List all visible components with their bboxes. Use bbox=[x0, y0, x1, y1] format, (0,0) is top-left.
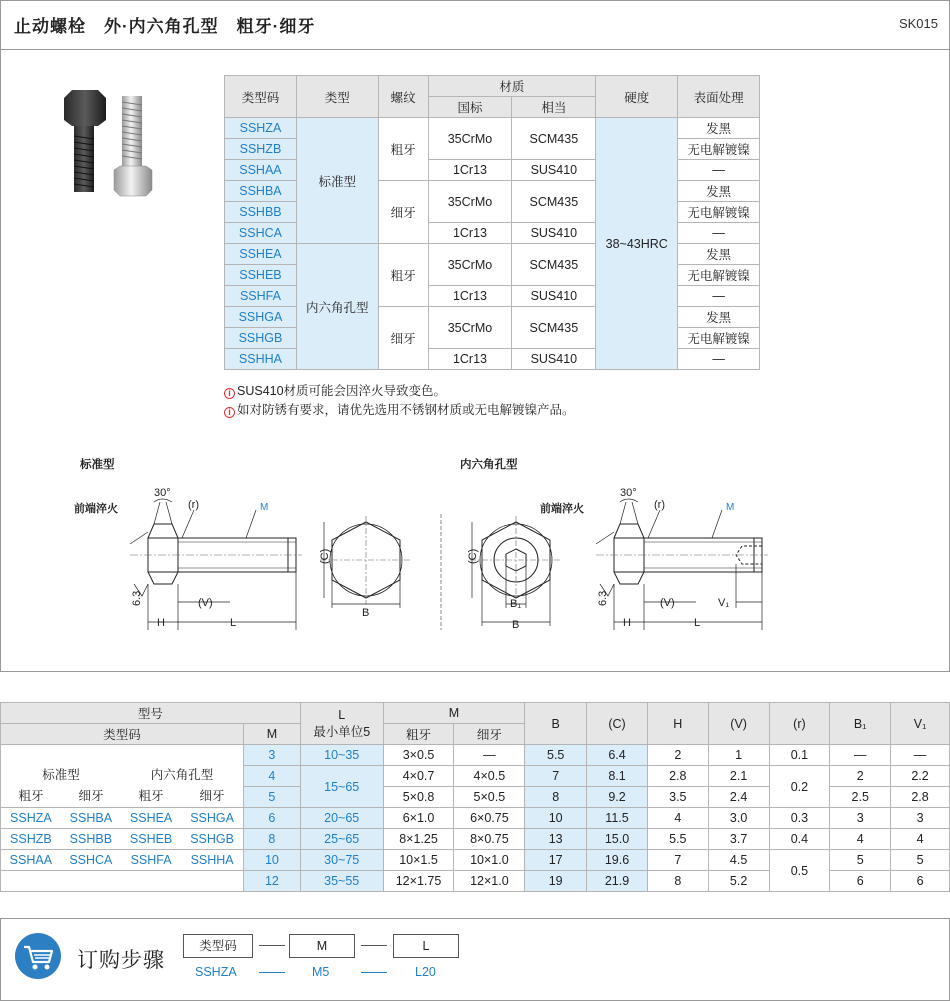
code-cell[interactable]: SSHAA bbox=[1, 850, 61, 871]
angle-label: 30° bbox=[154, 487, 171, 499]
c-cell: 11.5 bbox=[587, 808, 648, 829]
v1-cell: 2.8 bbox=[891, 787, 950, 808]
v-label: (V) bbox=[198, 597, 213, 609]
code-cell[interactable]: SSHGA bbox=[181, 808, 243, 829]
info-icon: i bbox=[224, 407, 235, 418]
coarse-cell: 4×0.7 bbox=[383, 766, 454, 787]
m-cell[interactable]: 3 bbox=[244, 745, 301, 766]
code-cell[interactable]: SSHHA bbox=[181, 850, 243, 871]
standard-side-drawing bbox=[70, 480, 310, 640]
material-std-cell: 35CrMo bbox=[428, 181, 512, 223]
b1-cell: 4 bbox=[830, 829, 891, 850]
material-eq-cell: SUS410 bbox=[512, 223, 596, 244]
th-b: B bbox=[525, 703, 587, 745]
h-cell: 2 bbox=[647, 745, 708, 766]
type-code-cell[interactable]: SSHZB bbox=[225, 139, 297, 160]
m-label: M bbox=[260, 502, 269, 513]
b1-cell: 5 bbox=[830, 850, 891, 871]
c-cell: 19.6 bbox=[587, 850, 648, 871]
h-cell: 4 bbox=[647, 808, 708, 829]
th-c: (C) bbox=[587, 703, 648, 745]
v1-cell: 2.2 bbox=[891, 766, 950, 787]
notes bbox=[224, 382, 575, 420]
l-cell[interactable]: 20~65 bbox=[300, 808, 383, 829]
coarse-cell: 5×0.8 bbox=[383, 787, 454, 808]
roughness-label: 6.3 bbox=[131, 590, 143, 606]
r-cell: 0.2 bbox=[769, 766, 830, 808]
v-cell: 2.1 bbox=[708, 766, 769, 787]
coarse-cell: 6×1.0 bbox=[383, 808, 454, 829]
material-std-cell: 1Cr13 bbox=[428, 160, 512, 181]
type-code-cell[interactable]: SSHCA bbox=[225, 223, 297, 244]
material-eq-cell: SUS410 bbox=[512, 349, 596, 370]
v-cell: 3.7 bbox=[708, 829, 769, 850]
v-cell: 1 bbox=[708, 745, 769, 766]
material-std-cell: 35CrMo bbox=[428, 244, 512, 286]
order-section bbox=[0, 918, 950, 1001]
type-code-cell[interactable]: SSHHA bbox=[225, 349, 297, 370]
type-code-cell[interactable]: SSHFA bbox=[225, 286, 297, 307]
surface-cell: 发黑 bbox=[678, 244, 760, 265]
l-cell[interactable]: 15~65 bbox=[300, 766, 383, 808]
code-cell[interactable]: SSHBA bbox=[61, 808, 121, 829]
b-cell: 19 bbox=[525, 871, 587, 892]
material-std-cell: 35CrMo bbox=[428, 118, 512, 160]
diagram-label-standard: 标准型 bbox=[80, 459, 115, 471]
c-cell: 8.1 bbox=[587, 766, 648, 787]
c-cell: 21.9 bbox=[587, 871, 648, 892]
material-eq-cell: SUS410 bbox=[512, 286, 596, 307]
m-cell[interactable]: 10 bbox=[244, 850, 301, 871]
v-cell: 3.0 bbox=[708, 808, 769, 829]
th-equivalent: 相当 bbox=[512, 97, 596, 118]
th-material: 材质 bbox=[428, 76, 596, 97]
sub-label: 细牙 bbox=[199, 789, 225, 803]
dimension-table bbox=[0, 702, 950, 892]
h-cell: 5.5 bbox=[647, 829, 708, 850]
v1-cell: 3 bbox=[891, 808, 950, 829]
type-code-cell[interactable]: SSHAA bbox=[225, 160, 297, 181]
v1-cell: 4 bbox=[891, 829, 950, 850]
fine-cell: 10×1.0 bbox=[454, 850, 525, 871]
th-r: (r) bbox=[769, 703, 830, 745]
b1-label: B₁ bbox=[510, 598, 522, 610]
order-box-l: L bbox=[393, 934, 459, 958]
v1-cell: 6 bbox=[891, 871, 950, 892]
standard-end-drawing bbox=[316, 512, 426, 622]
th-surface: 表面处理 bbox=[678, 76, 760, 118]
h-cell: 8 bbox=[647, 871, 708, 892]
note-item: i SUS410材质可能会因淬火导致变色。 bbox=[224, 382, 575, 401]
surface-cell: — bbox=[678, 349, 760, 370]
material-eq-cell: SUS410 bbox=[512, 160, 596, 181]
surface-cell: — bbox=[678, 223, 760, 244]
diagram-label-hex: 内六角孔型 bbox=[460, 459, 518, 471]
code-cell[interactable]: SSHFA bbox=[121, 850, 181, 871]
thread-cell: 细牙 bbox=[378, 181, 428, 244]
quench-label: 前端淬火 bbox=[540, 503, 584, 515]
fine-cell: 12×1.0 bbox=[454, 871, 525, 892]
th-fine: 细牙 bbox=[454, 724, 525, 745]
b-label: B bbox=[512, 619, 520, 631]
b1-cell: 2 bbox=[830, 766, 891, 787]
material-eq-cell: SCM435 bbox=[512, 118, 596, 160]
material-eq-cell: SCM435 bbox=[512, 244, 596, 286]
th-v1: V₁ bbox=[891, 703, 950, 745]
h-label: H bbox=[623, 617, 631, 629]
product-photo bbox=[58, 86, 158, 198]
th-type: 类型 bbox=[296, 76, 378, 118]
order-value-dash bbox=[259, 972, 285, 973]
coarse-cell: 3×0.5 bbox=[383, 745, 454, 766]
surface-cell: 无电解镀镍 bbox=[678, 265, 760, 286]
product-code: SK015 bbox=[898, 16, 938, 31]
l-label: L bbox=[694, 617, 701, 629]
fine-cell: 6×0.75 bbox=[454, 808, 525, 829]
b-cell: 8 bbox=[525, 787, 587, 808]
coarse-cell: 10×1.5 bbox=[383, 850, 454, 871]
type-code-cell[interactable]: SSHBA bbox=[225, 181, 297, 202]
th-thread: 螺纹 bbox=[378, 76, 428, 118]
spec-table bbox=[224, 75, 760, 370]
b-cell: 10 bbox=[525, 808, 587, 829]
fine-cell: 8×0.75 bbox=[454, 829, 525, 850]
th-model: 型号 bbox=[1, 703, 301, 724]
th-v: (V) bbox=[708, 703, 769, 745]
m-cell[interactable]: 5 bbox=[244, 787, 301, 808]
c-label: (C) bbox=[467, 548, 479, 564]
v-cell: 5.2 bbox=[708, 871, 769, 892]
c-cell: 9.2 bbox=[587, 787, 648, 808]
hardness-cell: 38~43HRC bbox=[596, 118, 678, 370]
group-standard: 标准型 bbox=[42, 768, 80, 782]
code-cell[interactable]: SSHEB bbox=[121, 829, 181, 850]
surface-cell: 无电解镀镍 bbox=[678, 202, 760, 223]
b1-cell: 3 bbox=[830, 808, 891, 829]
c-label: (C) bbox=[319, 548, 331, 564]
r-cell: 0.5 bbox=[769, 850, 830, 892]
h-cell: 2.8 bbox=[647, 766, 708, 787]
th-standard: 国标 bbox=[428, 97, 512, 118]
sub-label: 细牙 bbox=[78, 789, 104, 803]
c-cell: 6.4 bbox=[587, 745, 648, 766]
divider bbox=[440, 514, 442, 630]
type-cell: 内六角孔型 bbox=[296, 244, 378, 370]
title-bar bbox=[0, 0, 950, 50]
l-cell[interactable]: 30~75 bbox=[300, 850, 383, 871]
r-cell: 0.4 bbox=[769, 829, 830, 850]
code-cell[interactable]: SSHZB bbox=[1, 829, 61, 850]
order-box-type: 类型码 bbox=[183, 934, 253, 958]
b1-cell: 2.5 bbox=[830, 787, 891, 808]
order-dash bbox=[259, 945, 285, 946]
empty-cell bbox=[1, 871, 244, 892]
code-cell[interactable]: SSHCA bbox=[61, 850, 121, 871]
surface-cell: 发黑 bbox=[678, 307, 760, 328]
order-dash bbox=[361, 945, 387, 946]
v-label: (V) bbox=[660, 597, 675, 609]
material-std-cell: 35CrMo bbox=[428, 307, 512, 349]
m-label: M bbox=[726, 502, 735, 513]
b-cell: 5.5 bbox=[525, 745, 587, 766]
order-value-type: SSHZA bbox=[195, 965, 237, 979]
l-cell[interactable]: 25~65 bbox=[300, 829, 383, 850]
fine-cell: 4×0.5 bbox=[454, 766, 525, 787]
b-cell: 13 bbox=[525, 829, 587, 850]
v-cell: 2.4 bbox=[708, 787, 769, 808]
fine-cell: — bbox=[454, 745, 525, 766]
thread-cell: 粗牙 bbox=[378, 118, 428, 181]
c-cell: 15.0 bbox=[587, 829, 648, 850]
type-code-cell[interactable]: SSHBB bbox=[225, 202, 297, 223]
th-hardness: 硬度 bbox=[596, 76, 678, 118]
v1-cell: — bbox=[891, 745, 950, 766]
surface-cell: 发黑 bbox=[678, 181, 760, 202]
type-code-cell[interactable]: SSHGA bbox=[225, 307, 297, 328]
type-code-cell[interactable]: SSHZA bbox=[225, 118, 297, 139]
code-cell[interactable]: SSHBB bbox=[61, 829, 121, 850]
b-label: B bbox=[362, 607, 370, 619]
h-cell: 7 bbox=[647, 850, 708, 871]
angle-label: 30° bbox=[620, 487, 637, 499]
surface-cell: 无电解镀镍 bbox=[678, 328, 760, 349]
surface-cell: — bbox=[678, 286, 760, 307]
v1-label: V₁ bbox=[718, 597, 730, 609]
th-l: L 最小单位5 bbox=[300, 703, 383, 745]
info-icon: i bbox=[224, 388, 235, 399]
order-value-l: L20 bbox=[415, 965, 436, 979]
th-type-code: 类型码 bbox=[1, 724, 244, 745]
th-type-code: 类型码 bbox=[225, 76, 297, 118]
sub-label: 粗牙 bbox=[18, 789, 44, 803]
thread-cell: 细牙 bbox=[378, 307, 428, 370]
cart-icon bbox=[15, 933, 61, 979]
code-cell[interactable]: SSHZA bbox=[1, 808, 61, 829]
material-std-cell: 1Cr13 bbox=[428, 349, 512, 370]
m-cell[interactable]: 8 bbox=[244, 829, 301, 850]
b-cell: 17 bbox=[525, 850, 587, 871]
code-cell[interactable]: SSHGB bbox=[181, 829, 243, 850]
material-eq-cell: SCM435 bbox=[512, 307, 596, 349]
r-label: (r) bbox=[654, 499, 665, 511]
type-code-cell[interactable]: SSHGB bbox=[225, 328, 297, 349]
order-title: 订购步骤 bbox=[77, 949, 165, 972]
m-cell[interactable]: 6 bbox=[244, 808, 301, 829]
r-cell: 0.3 bbox=[769, 808, 830, 829]
v1-cell: 5 bbox=[891, 850, 950, 871]
sub-label: 粗牙 bbox=[138, 789, 164, 803]
th-h: H bbox=[647, 703, 708, 745]
surface-cell: 无电解镀镍 bbox=[678, 139, 760, 160]
hex-side-drawing bbox=[536, 480, 776, 640]
order-box-m: M bbox=[289, 934, 355, 958]
coarse-cell: 8×1.25 bbox=[383, 829, 454, 850]
th-m: M bbox=[244, 724, 301, 745]
group-hex: 内六角孔型 bbox=[150, 768, 214, 782]
th-b1: B₁ bbox=[830, 703, 891, 745]
type-cell: 标准型 bbox=[296, 118, 378, 244]
type-groups bbox=[1, 745, 244, 808]
fine-cell: 5×0.5 bbox=[454, 787, 525, 808]
m-cell[interactable]: 4 bbox=[244, 766, 301, 787]
b-cell: 7 bbox=[525, 766, 587, 787]
order-value-dash bbox=[361, 972, 387, 973]
l-label: L bbox=[230, 617, 237, 629]
v-cell: 4.5 bbox=[708, 850, 769, 871]
b1-cell: — bbox=[830, 745, 891, 766]
material-std-cell: 1Cr13 bbox=[428, 223, 512, 244]
surface-cell: — bbox=[678, 160, 760, 181]
note-item: i 如对防锈有要求，请优先选用不锈钢材质或无电解镀镍产品。 bbox=[224, 401, 575, 420]
m-cell[interactable]: 12 bbox=[244, 871, 301, 892]
coarse-cell: 12×1.75 bbox=[383, 871, 454, 892]
surface-cell: 发黑 bbox=[678, 118, 760, 139]
th-m-group: M bbox=[383, 703, 525, 724]
roughness-label: 6.3 bbox=[597, 590, 609, 606]
h-cell: 3.5 bbox=[647, 787, 708, 808]
l-cell[interactable]: 10~35 bbox=[300, 745, 383, 766]
code-cell[interactable]: SSHEA bbox=[121, 808, 181, 829]
h-label: H bbox=[157, 617, 165, 629]
r-label: (r) bbox=[188, 499, 199, 511]
b1-cell: 6 bbox=[830, 871, 891, 892]
order-value-m: M5 bbox=[312, 965, 330, 979]
material-std-cell: 1Cr13 bbox=[428, 286, 512, 307]
page-title: 止动螺栓 外·内六角孔型 粗牙·细牙 bbox=[14, 17, 316, 36]
material-eq-cell: SCM435 bbox=[512, 181, 596, 223]
type-code-cell[interactable]: SSHEA bbox=[225, 244, 297, 265]
type-code-cell[interactable]: SSHEB bbox=[225, 265, 297, 286]
quench-label: 前端淬火 bbox=[74, 503, 118, 515]
l-cell[interactable]: 35~55 bbox=[300, 871, 383, 892]
thread-cell: 粗牙 bbox=[378, 244, 428, 307]
th-coarse: 粗牙 bbox=[383, 724, 454, 745]
r-cell: 0.1 bbox=[769, 745, 830, 766]
